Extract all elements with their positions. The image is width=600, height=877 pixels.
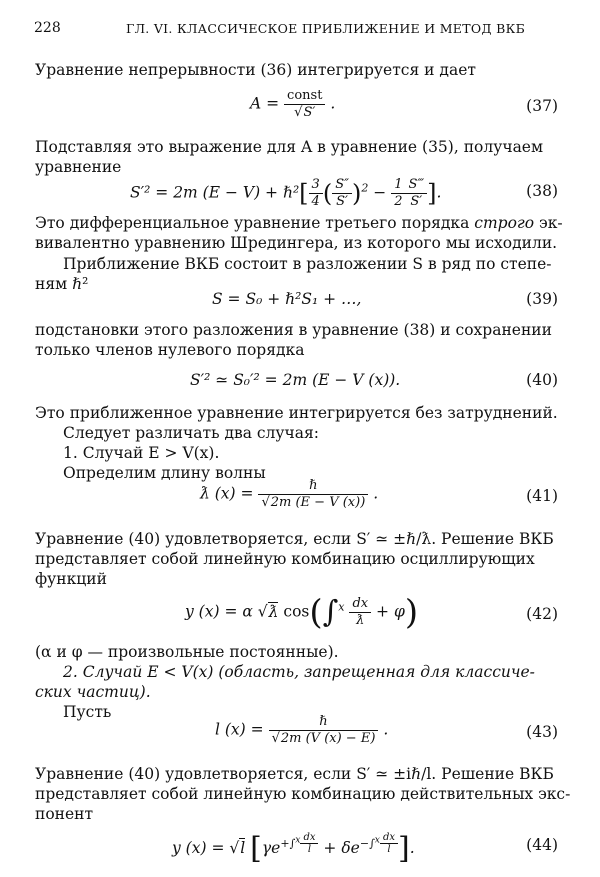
equation-37: A = $\frac{\text{const}}{√S'}$ . xyxy=(250,88,336,120)
paragraph-line: представляет собой линейную комбинацию действительных экс- xyxy=(35,785,571,803)
equation-41: ƛ (x) = $\frac{\text{ℏ}}{√2m (E - V (x))}$ . xyxy=(200,478,379,510)
paragraph-line: представляет собой линейную комбинацию осциллирующих xyxy=(35,550,535,568)
equation-number: (40) xyxy=(526,371,558,389)
paragraph-line: Следует различать два случая: xyxy=(63,424,320,442)
paragraph-line: 2. Случай E < V(x) (область, запрещенная для классиче- xyxy=(63,663,535,681)
equation-43: l (x) = $\frac{\text{ℏ}}{√2m (V (x) - E)}$ . xyxy=(215,714,389,746)
equation-number: (43) xyxy=(526,723,558,741)
equation-number: (41) xyxy=(526,487,558,505)
paragraph-line: вивалентно уравнению Шредингера, из которого мы исходили. xyxy=(35,234,558,252)
paragraph-line: Это дифференциальное уравнение третьего порядка строго эк- xyxy=(35,214,563,232)
paragraph-line: только членов нулевого порядка xyxy=(35,341,305,359)
paragraph-line: 1. Случай E > V(x). xyxy=(63,444,220,462)
paragraph-line: Пусть xyxy=(63,703,112,721)
paragraph-line: понент xyxy=(35,805,94,823)
equation-number: (44) xyxy=(526,836,558,854)
equation-number: (39) xyxy=(526,290,558,308)
paragraph-line: Это приближенное уравнение интегрируется без затруднений. xyxy=(35,404,558,422)
paragraph-line: Приближение ВКБ состоит в разложении S в ряд по степе- xyxy=(63,255,552,273)
paragraph-line: уравнение xyxy=(35,158,122,176)
paragraph-line: подстановки этого разложения в уравнение (38) и сохранении xyxy=(35,321,552,339)
paragraph-line: ням ℏ² xyxy=(35,275,89,293)
equation-number: (42) xyxy=(526,605,558,623)
paragraph-line: Уравнение непрерывности (36) интегрируется и дает xyxy=(35,61,476,79)
paragraph-line: функций xyxy=(35,570,107,588)
equation-39: S = S₀ + ℏ²S₁ + …, xyxy=(212,290,362,308)
paragraph-line: Уравнение (40) удовлетворяется, если S′ ≃ ±iℏ/l. Решение ВКБ xyxy=(35,765,554,783)
page-number: 228 xyxy=(34,20,61,36)
equation-number: (38) xyxy=(526,182,558,200)
page-header xyxy=(34,20,564,44)
running-title: ГЛ. VI. КЛАССИЧЕСКОЕ ПРИБЛИЖЕНИЕ И МЕТОД ВКБ xyxy=(126,21,526,36)
equation-40: S′² ≃ S₀′² = 2m (E − V (x)). xyxy=(190,371,401,389)
paragraph-line: (α и φ — произвольные постоянные). xyxy=(35,643,339,661)
paragraph-line: Подставляя это выражение для A в уравнение (35), получаем xyxy=(35,138,544,156)
equation-44: y (x) = √l [$\gamma e^{+\int^x \frac{dx}{l}}$ + $\delta e^{-\int^x \frac{dx}{l}}$ ]. xyxy=(172,830,415,866)
paragraph-line: ских частиц). xyxy=(35,683,151,701)
equation-number: (37) xyxy=(526,97,558,115)
equation-42: y (x) = α √ƛ cos(∫$^x$ $\frac{dx}{ƛ}$ + φ) xyxy=(185,592,419,633)
paragraph-line: Уравнение (40) удовлетворяется, если S′ ≃ ±ℏ/ƛ. Решение ВКБ xyxy=(35,530,554,548)
equation-38: S′² = 2m (E − V) + ℏ²[ $\frac{3}{4}$ ( $\frac{S''}{S'}$ )$^2$ − $\frac{1}{2}$ $\frac{S‴}{S'}$ ]. xyxy=(130,177,442,209)
paragraph-line: Определим длину волны xyxy=(63,464,266,482)
